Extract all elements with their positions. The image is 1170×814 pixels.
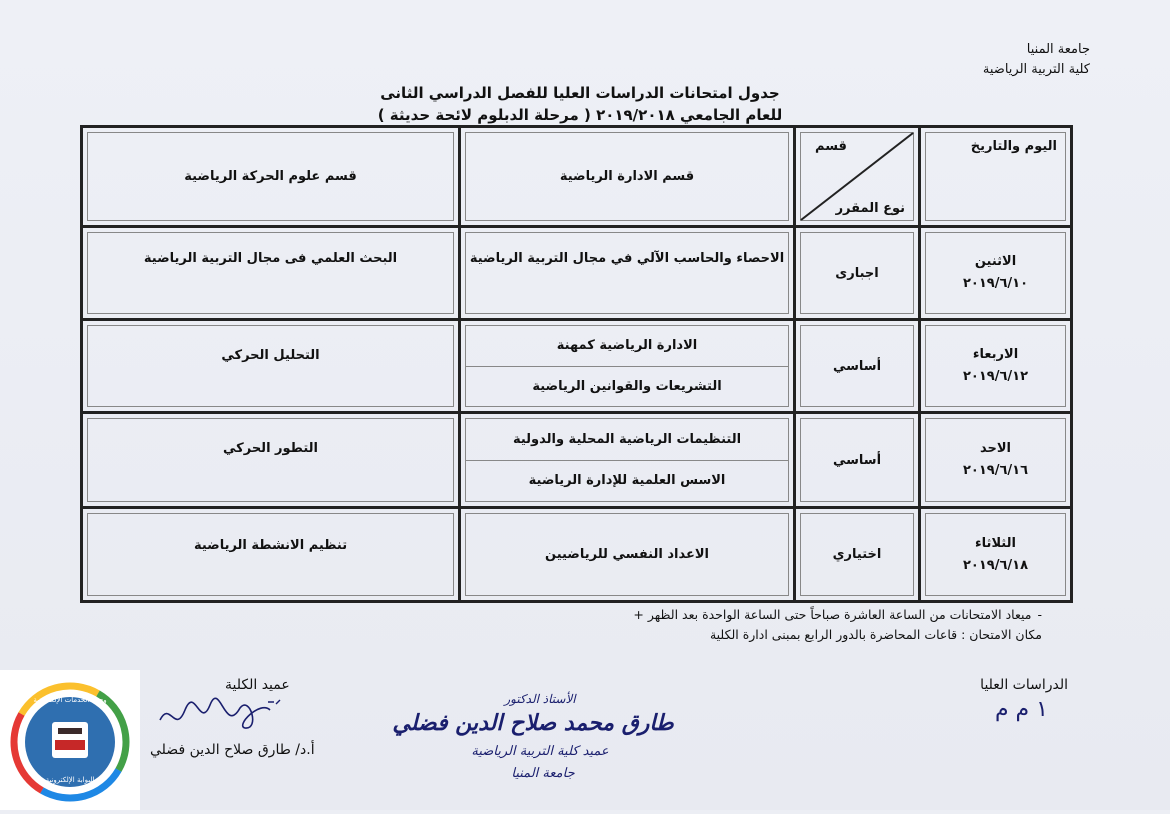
graduate-studies-label: الدراسات العليا — [980, 677, 1068, 693]
course-type-label: اجبارى — [835, 265, 879, 281]
faculty-name: كلية التربية الرياضية — [982, 62, 1090, 77]
day-date-cell — [920, 320, 1072, 413]
motion-course-cell — [82, 227, 460, 320]
admin-course-cell — [460, 413, 795, 508]
table-row — [82, 227, 1072, 320]
course-type-label: أساسي — [832, 358, 882, 374]
e-services-logo — [0, 670, 140, 810]
stamp-line-position: عميد كلية التربية الرياضية — [471, 744, 609, 759]
admin-course-cell — [460, 508, 795, 602]
course-type-cell — [795, 320, 920, 413]
day-date-cell — [920, 508, 1072, 602]
header-day-date — [920, 127, 1072, 227]
dean-stamp — [392, 685, 674, 790]
document-title: جدول امتحانات الدراسات العليا للفصل الدراسي الثانى — [380, 84, 780, 102]
day-date-cell — [920, 227, 1072, 320]
day-label: الثلاثاء — [975, 535, 1016, 551]
stamp-line-university: جامعة المنيا — [511, 766, 575, 781]
motion-course-label: التحليل الحركي — [221, 348, 320, 363]
header-dept-admin-label: قسم الادارة الرياضية — [559, 169, 695, 184]
exam-place-text: قاعات المحاضرة بالدور الرابع بمبنى ادارة الكلية — [709, 627, 958, 642]
admin-course-label: التشريعات والقوانين الرياضية — [532, 378, 722, 394]
table-row — [82, 508, 1072, 602]
day-label: الاثنين — [974, 254, 1017, 269]
motion-course-cell — [82, 508, 460, 602]
logo-bottom-text: البوابة الإلكترونية — [45, 776, 95, 784]
stamp-line-title: الأستاذ الدكتور — [504, 692, 576, 706]
header-section-label: قسم — [815, 139, 847, 154]
day-date-cell — [920, 413, 1072, 508]
motion-course-cell — [82, 320, 460, 413]
exam-notes — [633, 605, 1042, 645]
admin-course-label: الاسس العلمية للإدارة الرياضية — [528, 473, 726, 489]
day-label: الاربعاء — [972, 347, 1019, 362]
header-dept-admin — [460, 127, 795, 227]
dean-name: أ.د/ طارق صلاح الدين فضلي — [150, 742, 315, 758]
motion-course-label: التطور الحركي — [223, 441, 318, 456]
table-header-row — [82, 127, 1072, 227]
exam-time-note: -ميعاد الامتحانات من الساعة العاشرة صباحاً حتى الساعة الواحدة بعد الظهر + — [633, 607, 1042, 622]
course-type-label: اختياري — [832, 547, 882, 562]
course-type-cell — [795, 413, 920, 508]
header-diagonal-cell — [795, 127, 920, 227]
date-label: ٢٠١٩/٦/١٨ — [962, 557, 1029, 573]
header-day-date-label: اليوم والتاريخ — [970, 139, 1057, 154]
institution-header — [983, 40, 1090, 80]
admin-course-cell — [460, 227, 795, 320]
course-type-cell — [795, 227, 920, 320]
motion-course-label: البحث العلمي فى مجال التربية الرياضية — [143, 251, 398, 266]
graduate-studies-mark: ١ م م — [994, 697, 1048, 722]
course-type-cell — [795, 508, 920, 602]
table-row — [82, 413, 1072, 508]
header-course-type-label: نوع المقرر — [835, 201, 905, 216]
admin-course-label: التنظيمات الرياضية المحلية والدولية — [512, 431, 742, 447]
exam-time-text: ميعاد الامتحانات من الساعة العاشرة صباحاً حتى الساعة الواحدة بعد الظهر + — [633, 607, 1032, 622]
motion-course-label: تنظيم الانشطة الرياضية — [193, 538, 348, 553]
admin-course-label: الادارة الرياضية كمهنة — [556, 338, 698, 354]
admin-course-label: الاحصاء والحاسب الآلي في مجال التربية الرياضية — [469, 251, 785, 266]
dean-title: عميد الكلية — [225, 677, 290, 693]
date-label: ٢٠١٩/٦/١٠ — [962, 276, 1029, 291]
date-label: ٢٠١٩/٦/١٦ — [962, 463, 1029, 478]
header-dept-motion-label: قسم علوم الحركة الرياضية — [184, 169, 357, 184]
dean-signature — [150, 690, 290, 740]
day-label: الاحد — [980, 441, 1012, 456]
logo-top-text: وحدة الخدمات الإلكترونية — [33, 696, 107, 704]
admin-course-label: الاعداد النفسي للرياضيين — [545, 547, 709, 562]
exam-schedule-table — [80, 125, 1073, 603]
table-row — [82, 320, 1072, 413]
course-type-label: أساسي — [832, 452, 882, 468]
date-label: ٢٠١٩/٦/١٢ — [962, 369, 1029, 384]
document-subtitle: للعام الجامعي ٢٠١٩/٢٠١٨ ( مرحلة الدبلوم لائحة حديثة ) — [377, 106, 783, 124]
exam-place-label: مكان الامتحان : — [961, 627, 1042, 642]
university-name: جامعة المنيا — [1026, 42, 1090, 57]
stamp-line-name: طارق محمد صلاح الدين فضلي — [392, 711, 674, 736]
motion-course-cell — [82, 413, 460, 508]
header-dept-motion — [82, 127, 460, 227]
exam-place-note — [633, 625, 1042, 645]
admin-course-cell — [460, 320, 795, 413]
